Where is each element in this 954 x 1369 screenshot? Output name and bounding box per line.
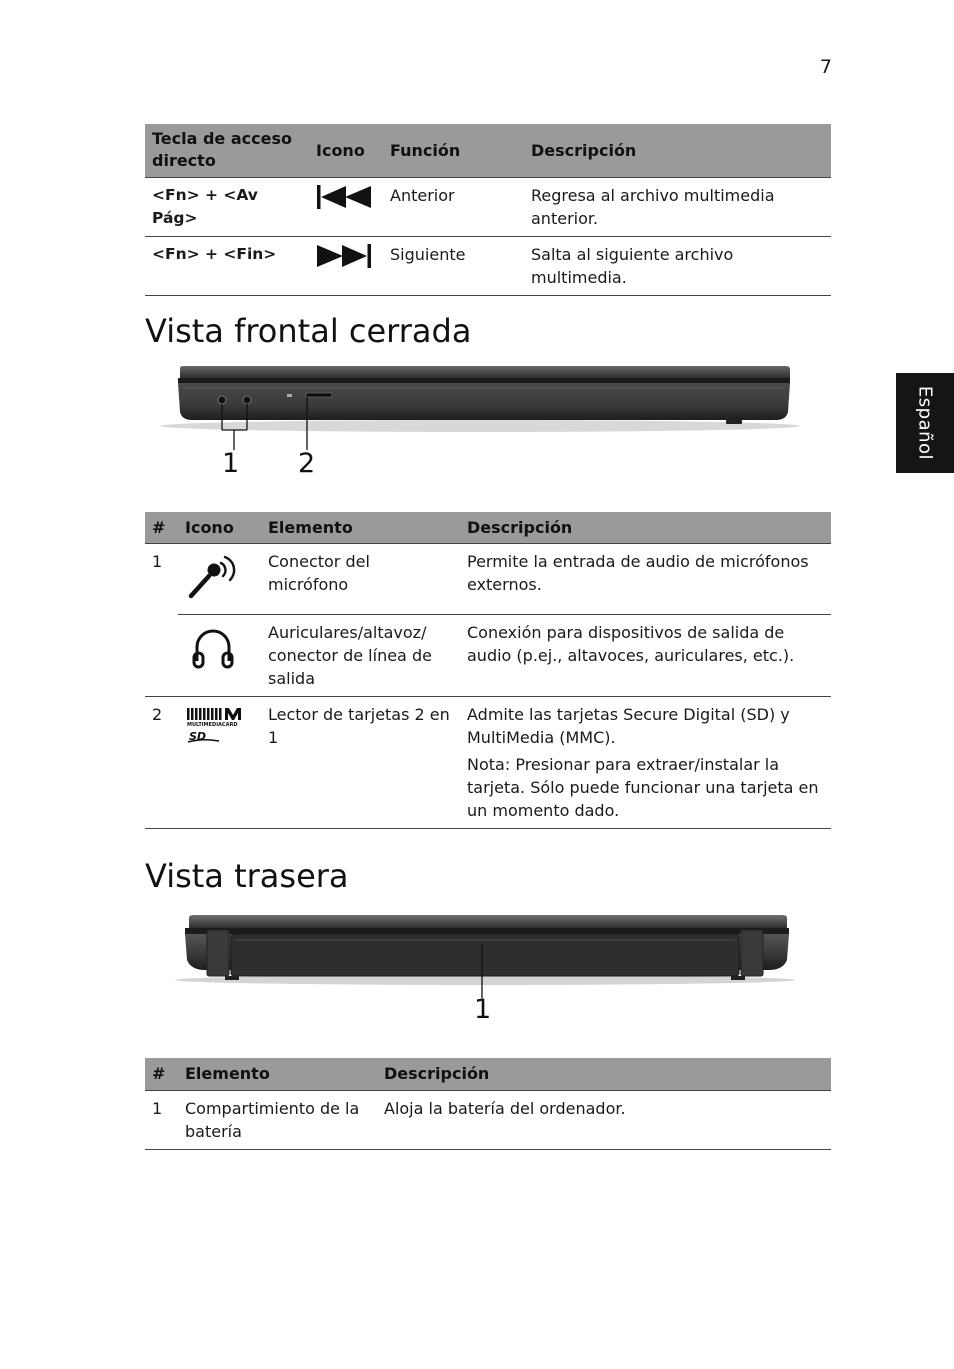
rear-view-table (145, 1058, 831, 1150)
icon-cell (178, 697, 261, 829)
number-cell: 2 (145, 697, 178, 829)
header-element: Elemento (261, 512, 460, 544)
previous-track-icon (316, 184, 372, 210)
function-cell: Anterior (383, 177, 524, 236)
icon-cell (309, 177, 383, 236)
hotkeys-table (145, 124, 831, 296)
callout-number: 2 (298, 448, 316, 479)
component-row (145, 544, 831, 615)
language-tab (896, 373, 954, 473)
hotkey-row (145, 236, 831, 295)
hotkey-cell: <Fn> + <Fin> (145, 236, 309, 295)
description-cell: Conexión para dispositivos de salida de audio (p.ej., altavoces, auriculares, etc.). (460, 615, 831, 697)
card-reader-icon (185, 705, 251, 747)
number-cell: 1 (152, 552, 163, 571)
component-row (145, 1090, 831, 1149)
header-element: Elemento (178, 1058, 377, 1090)
hotkey-cell: <Fn> + <Av Pág> (145, 177, 309, 236)
component-row (145, 697, 831, 829)
description-cell: Aloja la batería del ordenador. (377, 1090, 831, 1149)
description-cell: Salta al siguiente archivo multimedia. (524, 236, 831, 295)
page-number: 7 (819, 56, 832, 78)
header-description: Descripción (524, 124, 831, 177)
hotkey-row (145, 177, 831, 236)
component-row (145, 615, 831, 697)
header-hotkey: Tecla de acceso directo (145, 124, 309, 177)
number-cell (145, 615, 178, 697)
icon-cell (178, 615, 261, 697)
multimediacard-caption: MULTIMEDIACARD (187, 722, 238, 728)
header-number: # (145, 512, 178, 544)
element-cell: Lector de tarjetas 2 en 1 (261, 697, 460, 829)
note-text: Presionar para extraer/instalar la tarjeta. Sólo puede funcionar una tarjeta en un momento dado. (467, 755, 819, 820)
language-tab-label: Español (914, 385, 936, 461)
note-label: Nota: (467, 755, 511, 774)
description-cell: Regresa al archivo multimedia anterior. (524, 177, 831, 236)
front-view-title: Vista frontal cerrada (145, 312, 472, 350)
element-cell: Conector del micrófono (261, 544, 460, 615)
number-cell: 1 (145, 1090, 178, 1149)
microphone-icon (185, 552, 241, 602)
icon-cell (178, 544, 261, 615)
note (467, 753, 824, 822)
hotkeys-header-row (145, 124, 831, 177)
header-icon: Icono (178, 512, 261, 544)
function-cell: Siguiente (383, 236, 524, 295)
description-cell (460, 697, 831, 829)
callout-number: 1 (222, 448, 240, 479)
header-description: Descripción (460, 512, 831, 544)
description-text: Admite las tarjetas Secure Digital (SD) y MultiMedia (MMC). (467, 705, 790, 747)
icon-cell (309, 236, 383, 295)
header-icon: Icono (309, 124, 383, 177)
headphones-icon (185, 623, 241, 673)
element-cell: Compartimiento de la batería (178, 1090, 377, 1149)
description-cell: Permite la entrada de audio de micrófonos externos. (460, 544, 831, 615)
front-view-table (145, 512, 831, 829)
front-view-illustration (150, 360, 810, 485)
header-description: Descripción (377, 1058, 831, 1090)
sd-logo-text: SD (189, 730, 207, 743)
header-function: Función (383, 124, 524, 177)
next-track-icon (316, 243, 372, 269)
rear-view-title: Vista trasera (145, 857, 349, 895)
element-cell: Auriculares/altavoz/ conector de línea de salida (261, 615, 460, 697)
rear-header-row (145, 1058, 831, 1090)
front-header-row (145, 512, 831, 544)
callout-number: 1 (474, 994, 492, 1025)
header-number: # (145, 1058, 178, 1090)
